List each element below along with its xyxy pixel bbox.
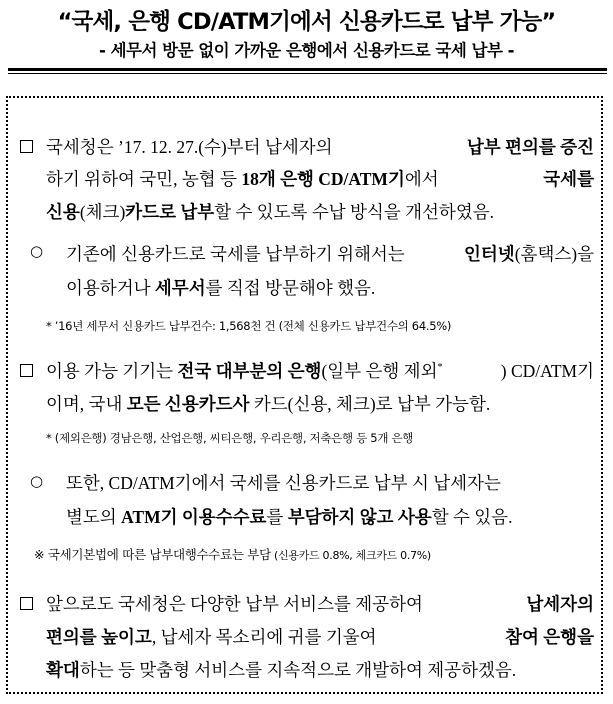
section-1-line-2 (46, 166, 594, 191)
section-2-line-1 (46, 358, 594, 383)
section-2-footnote: * (제외은행) 경남은행, 산업은행, 씨티은행, 우리은행, 저축은행 등 5개 은행 (46, 431, 414, 445)
text-run: 편의를 높이고, 납세자 목소리에 귀를 기울여 (46, 627, 377, 647)
page-title: “국세, 은행 CD/ATM기에서 신용카드로 납부 가능” (57, 9, 556, 35)
text-run: 기존에 신용카드로 국세를 납부하기 위해서는 (66, 244, 405, 264)
text-run: 인터넷(홈택스)을 (464, 244, 594, 264)
text-run: 국세청은 ’17. 12. 27.(수)부터 납세자의 (46, 137, 333, 157)
text-run: ) CD/ATM기 (500, 361, 594, 381)
emphasis-run: 참여 은행을 (505, 627, 594, 647)
section-2-sub-line-1: 또한, CD/ATM기에서 국세를 신용카드로 납부 시 납세자는 (66, 473, 501, 493)
text-run: 앞으로도 국세청은 다양한 납부 서비스를 제공하여 (46, 594, 423, 614)
reference-mark-icon: ※ (34, 547, 45, 562)
section-1-sub-line-1 (66, 241, 594, 266)
circle-icon: ○ (30, 242, 44, 260)
section-3-line-2 (46, 624, 594, 649)
emphasis-run: 납부 편의를 증진 (466, 137, 594, 157)
section-2-remark: ※ 국세기본법에 따른 납부대행수수료는 부담 (신용카드 0.8%, 체크카드 0.7%) (34, 547, 431, 562)
page-subtitle: - 세무서 방문 없이 가까운 은행에서 신용카드로 국세 납부 - (99, 41, 514, 60)
emphasis-run: 국세를 (543, 169, 594, 189)
text-run: 하기 위하여 국민, 농협 등 18개 은행 CD/ATM기에서 (46, 169, 439, 189)
section-1-sub-line-2: 이용하거나 세무서를 직접 방문해야 했음. (66, 278, 376, 298)
title-rule-thin (8, 73, 607, 74)
square-icon (20, 597, 33, 610)
section-3-line-3: 확대하는 등 맞춤형 서비스를 지속적으로 개발하여 제공하겠음. (46, 660, 517, 680)
section-1-line-1 (46, 134, 594, 159)
circle-icon: ○ (30, 472, 44, 490)
square-icon (20, 140, 33, 153)
section-1-line-3: 신용(체크)카드로 납부할 수 있도록 수납 방식을 개선하였음. (46, 202, 495, 222)
section-3-line-1 (46, 591, 594, 616)
section-2-line-2: 이며, 국내 모든 신용카드사 카드(신용, 체크)로 납부 가능함. (46, 394, 491, 414)
text-run: 이용 가능 기기는 전국 대부분의 은행(일부 은행 제외* (46, 361, 443, 381)
emphasis-run: 납세자의 (526, 594, 594, 614)
section-1-footnote: * ’16년 세무서 신용카드 납부건수: 1,568천 건 (전체 신용카드 납부건수의 64.5%) (46, 319, 452, 333)
section-2-sub-line-2: 별도의 ATM기 이용수수료를 부담하지 않고 사용할 수 있음. (66, 507, 513, 527)
square-icon (20, 364, 33, 377)
title-rule-thick (8, 68, 607, 71)
